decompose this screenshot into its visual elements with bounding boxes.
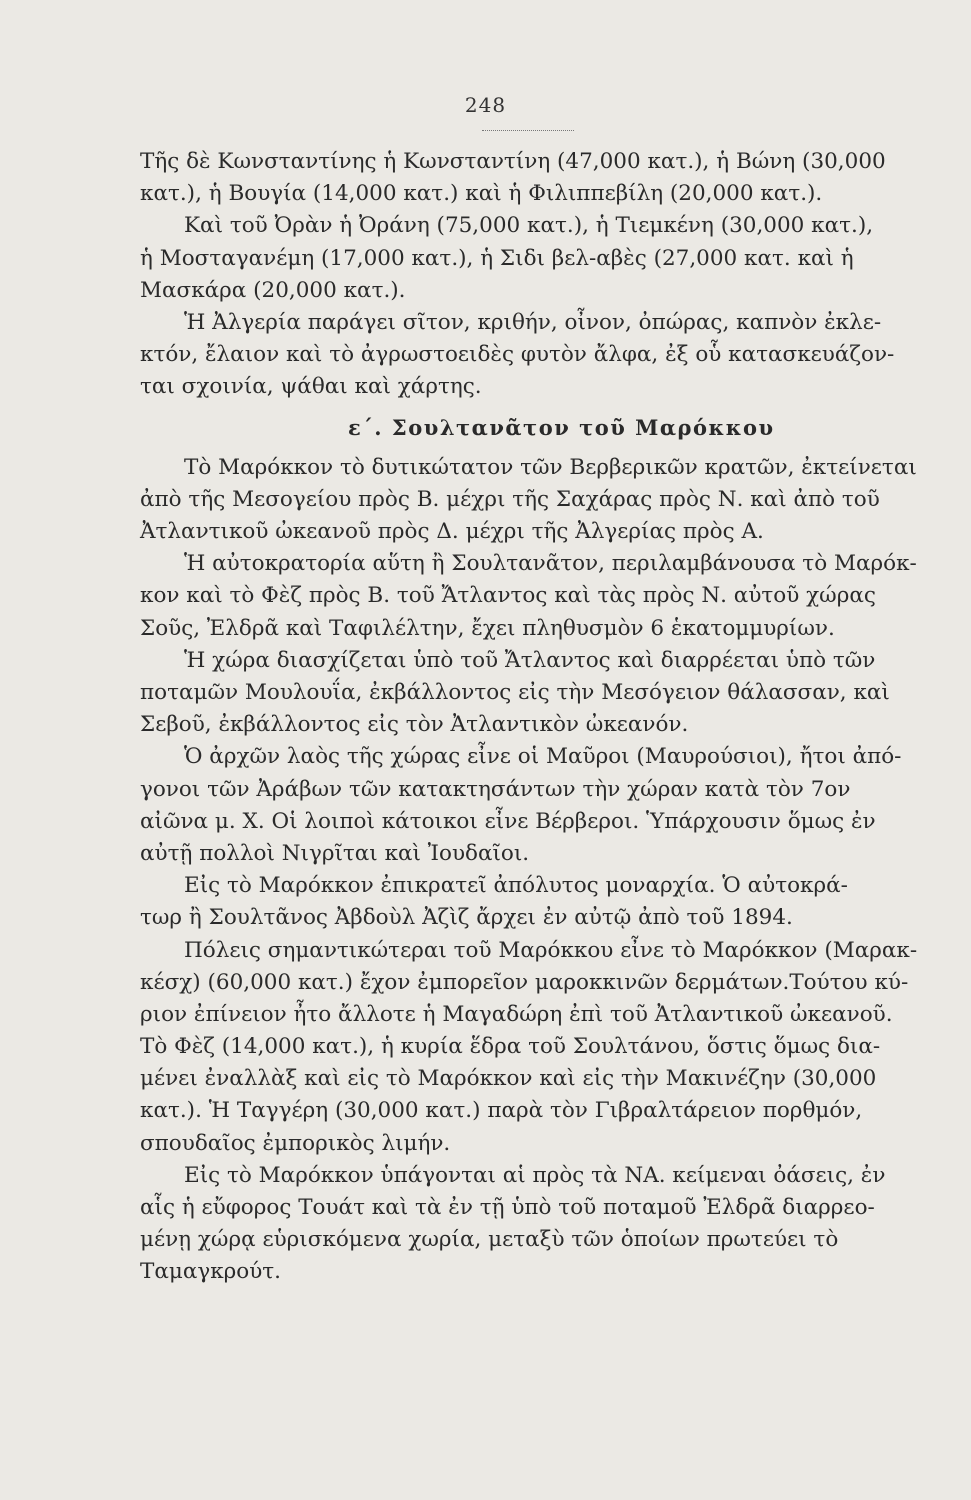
text-line: μένῃ χώρᾳ εὑρισκόμενα χωρία, μεταξὺ τῶν ὁποίων πρωτεύει τὸ [140,1227,839,1253]
text-line: Εἰς τὸ Μαρόκκον ἐπικρατεῖ ἀπόλυτος μοναρχία. Ὁ αὐτοκρά- [184,873,848,899]
text-line: ται σχοινία, ψάθαι καὶ χάρτης. [140,374,482,400]
text-line: Εἰς τὸ Μαρόκκον ὑπάγονται αἱ πρὸς τὰ ΝΑ. κείμεναι ὀάσεις, ἐν [184,1162,886,1188]
text-line: κατ.). Ἡ Ταγγέρη (30,000 κατ.) παρὰ τὸν Γιβραλτάρειον πορθμόν, [140,1098,863,1124]
text-block-algeria [140,146,930,404]
text-line: Σεβοῦ, ἐκβάλλοντος εἰς τὸν Ἀτλαντικὸν ὠκεανόν. [140,712,689,738]
text-line: Ἡ Ἀλγερία παράγει σῖτον, κριθήν, οἶνον, ὀπώρας, καπνὸν ἐκλε- [184,309,882,335]
text-block-morocco [140,452,930,1289]
text-line: κτόν, ἔλαιον καὶ τὸ ἀγρωστοειδὲς φυτὸν ἄλφα, ἐξ οὗ κατασκευάζον- [140,342,895,368]
text-line: Σοῦς, Ἐλδρᾶ καὶ Ταφιλέλτην, ἔχει πληθυσμὸν 6 ἑκατομμυρίων. [140,615,835,641]
text-line: Ταμαγκρούτ. [140,1259,282,1285]
text-line: ποταμῶν Μουλουΐα, ἐκβάλλοντος εἰς τὴν Μεσόγειον θάλασσαν, καὶ [140,680,890,705]
text-line: αἰῶνα μ. Χ. Οἱ λοιποὶ κάτοικοι εἶνε Βέρβεροι. Ὑπάρχουσιν ὅμως ἐν [140,808,876,834]
text-line: Ἡ χώρα διασχίζεται ὑπὸ τοῦ Ἄτλαντος καὶ διαρρέεται ὑπὸ τῶν [184,647,876,673]
text-line: ἀπὸ τῆς Μεσογείου πρὸς Β. μέχρι τῆς Σαχάρας πρὸς Ν. καὶ ἀπὸ τοῦ [140,486,880,512]
body-text [140,146,930,1289]
header-rule [482,130,574,131]
text-line: σπουδαῖος ἐμπορικὸς λιμήν. [140,1130,451,1156]
text-line: κέσχ) (60,000 κατ.) ἔχον ἐμπορεῖον μαροκκινῶν δερμάτων.Τούτου κύ- [140,969,909,995]
text-line: Ὁ ἀρχῶν λαὸς τῆς χώρας εἶνε οἱ Μαῦροι (Μαυρούσιοι), ἤτοι ἀπό- [184,744,902,770]
text-line: μένει ἐναλλὰξ καὶ εἰς τὸ Μαρόκκον καὶ εἰς τὴν Μακινέζην (30,000 [140,1066,877,1092]
text-line: κατ.), ἡ Βουγία (14,000 κατ.) καὶ ἡ Φιλιππεβίλη (20,000 κατ.). [140,181,823,207]
text-line: ριον ἐπίνειον ἦτο ἄλλοτε ἡ Μαγαδώρη ἐπὶ τοῦ Ἀτλαντικοῦ ὠκεανοῦ. [140,1001,893,1027]
text-line: Τὸ Φὲζ (14,000 κατ.), ἡ κυρία ἕδρα τοῦ Σουλτάνου, ὅστις ὅμως δια- [140,1034,881,1060]
text-line: τωρ ἢ Σουλτᾶνος Ἀβδοὺλ Ἀζὶζ ἄρχει ἐν αὐτῷ ἀπὸ τοῦ 1894. [140,905,793,931]
text-line: Ἀτλαντικοῦ ὠκεανοῦ πρὸς Δ. μέχρι τῆς Ἀλγερίας πρὸς Α. [140,519,764,545]
text-line: Καὶ τοῦ Ὀρὰν ἡ Ὀράνη (75,000 κατ.), ἡ Τιεμκένη (30,000 κατ.), [184,213,874,239]
text-line: γονοι τῶν Ἀράβων τῶν κατακτησάντων τὴν χώραν κατὰ τὸν 7ον [140,776,851,802]
section-heading-text: ε΄. Σουλτανᾶτον τοῦ Μαρόκκου [348,414,775,440]
text-line: Πόλεις σημαντικώτεραι τοῦ Μαρόκκου εἶνε τὸ Μαρόκκον (Μαρακ- [184,937,918,963]
text-line: Μασκάρα (20,000 κατ.). [140,277,406,303]
text-line: Τὸ Μαρόκκον τὸ δυτικώτατον τῶν Βερβερικῶν κρατῶν, ἐκτείνεται [184,454,917,480]
section-heading [140,412,930,444]
page-number: 248 [464,93,507,117]
text-line: ἡ Μοσταγανέμη (17,000 κατ.), ἡ Σιδι βελ-αβὲς (27,000 κατ. καὶ ἡ [140,245,854,271]
text-line: Ἡ αὐτοκρατορία αὕτη ἢ Σουλτανᾶτον, περιλαμβάνουσα τὸ Μαρόκ- [184,551,917,577]
text-line: κον καὶ τὸ Φὲζ πρὸς Β. τοῦ Ἄτλαντος καὶ τὰς πρὸς Ν. αὐτοῦ χώρας [140,583,876,609]
text-line: αὐτῇ πολλοὶ Νιγρῖται καὶ Ἰουδαῖοι. [140,840,530,866]
text-line: Τῆς δὲ Κωνσταντίνης ἡ Κωνσταντίνη (47,000 κατ.), ἡ Βώνη (30,000 [140,149,886,174]
text-line: αἷς ἡ εὔφορος Τουάτ καὶ τὰ ἐν τῇ ὑπὸ τοῦ ποταμοῦ Ἐλδρᾶ διαρρεο- [140,1195,875,1220]
